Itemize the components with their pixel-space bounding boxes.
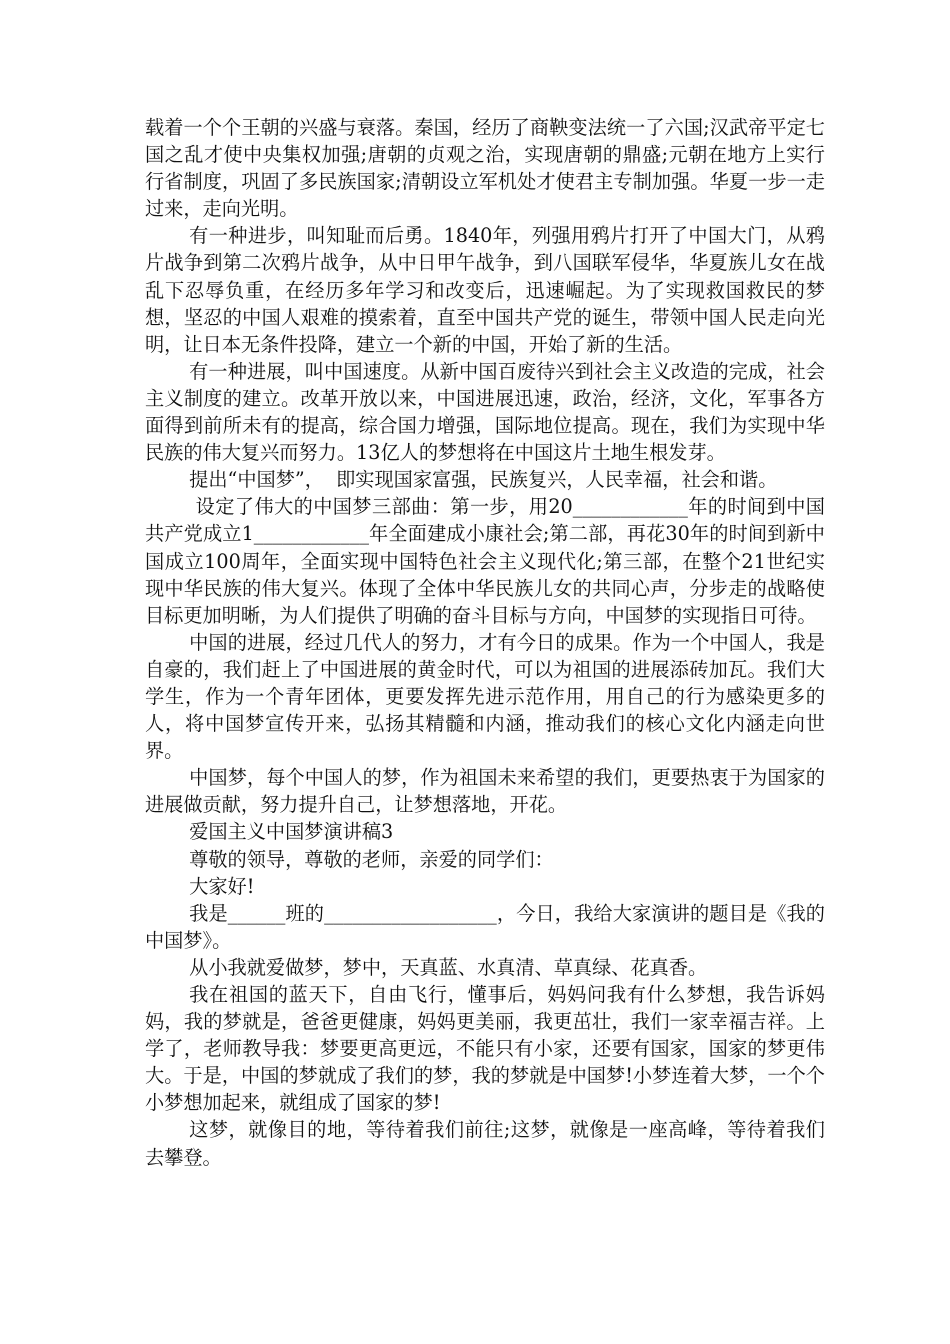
speech-greeting: 大家好! [189, 874, 255, 898]
paragraph-china-speed: 有一种进展，叫中国速度。从新中国百废待兴到社会主义改造的完成，社会主义制度的建立。改革开放以来，中国进展迅速，政治，经济，文化，军事各方面得到前所未有的提高，综合国力增强，国际地位提高。现在，我们为实现中华民族的伟大复兴而努力。13亿人的梦想将在中国这片土地生根发芽。 [145, 359, 825, 465]
document-body [145, 114, 825, 1171]
paragraph-family-dream: 我在祖国的蓝天下，自由飞行，懂事后，妈妈问我有什么梦想，我告诉妈妈，我的梦就是，爸爸更健康，妈妈更美丽，我更茁壮，我们一家幸福吉祥。上学了，老师教导我：梦要更高更远，不能只有小家，还要有国家，国家的梦更伟大。于是，中国的梦就成了我们的梦，我的梦就是中国梦!小梦连着大梦，一个个小梦想加起来，就组成了国家的梦! [145, 983, 825, 1115]
paragraph-three-steps: 设定了伟大的中国梦三部曲：第一步，用20____________年的时间到中国共产党成立1____________年全面建成小康社会;第二部，再花30年的时间到新中国成立100周年，全面实现中国特色社会主义现代化;第三部，在整个21世纪实现中华民族的伟大复兴。体现了全体中华民族儿女的共同心声，分步走的战略使目标更加明晰，为人们提供了明确的奋斗目标与方向，中国梦的实现指日可待。 [145, 495, 825, 627]
speech-intro: 我是______班的__________________，今日，我给大家演讲的题目是《我的中国梦》。 [145, 901, 825, 952]
paragraph-everyone-dream: 中国梦，每个中国人的梦，作为祖国未来希望的我们，更要热衷于为国家的进展做贡献，努力提升自己，让梦想落地，开花。 [145, 766, 825, 817]
paragraph-generations: 中国的进展，经过几代人的努力，才有今日的成果。作为一个中国人，我是自豪的，我们赶上了中国进展的黄金时代，可以为祖国的进展添砖加瓦。我们大学生，作为一个青年团体，更要发挥先进示范作用，用自己的行为感染更多的人，将中国梦宣传开来，弘扬其精髓和内涵，推动我们的核心文化内涵走向世界。 [145, 630, 825, 763]
paragraph-china-dream-proposal: 提出“中国梦”， 即实现国家富强，民族复兴，人民幸福，社会和谐。 [189, 468, 778, 492]
paragraph-dynasties: 载着一个个王朝的兴盛与衰落。秦国，经历了商鞅变法统一了六国;汉武帝平定七国之乱才使中央集权加强;唐朝的贞观之治，实现唐朝的鼎盛;元朝在地方上实行行省制度，巩固了多民族国家;清朝设立军机处才使君主专制加强。华夏一步一走过来，走向光明。 [145, 116, 825, 221]
paragraph-childhood-dream: 从小我就爱做梦，梦中，天真蓝、水真清、草真绿、花真香。 [189, 955, 708, 979]
speech-heading: 爱国主义中国梦演讲稿3 [189, 820, 394, 844]
paragraph-dream-destination: 这梦，就像目的地，等待着我们前往;这梦，就像是一座高峰，等待着我们去攀登。 [145, 1118, 825, 1169]
paragraph-progress: 有一种进步，叫知耻而后勇。1840年，列强用鸦片打开了中国大门，从鸦片战争到第二次鸦片战争，从中日甲午战争，到八国联军侵华，华夏族儿女在战乱下忍辱负重，在经历多年学习和改变后，迅速崛起。为了实现救国救民的梦想，坚忍的中国人艰难的摸索着，直至中国共产党的诞生，带领中国人民走向光明，让日本无条件投降，建立一个新的中国，开始了新的生活。 [145, 224, 825, 356]
speech-salutation: 尊敬的领导，尊敬的老师，亲爱的同学们： [189, 847, 554, 871]
